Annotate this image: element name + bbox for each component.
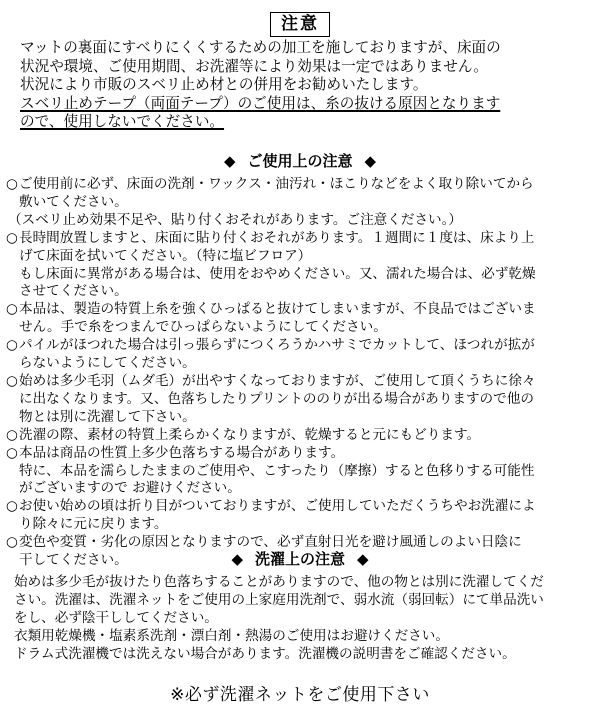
usage-notes-list [6,176,594,570]
note-text: 変色や変質・劣化の原因となりますので、必ず直射日光を避け風通しのよい日陰に 干してください。 [19,534,522,569]
wash-notes-block [14,574,594,664]
list-item [6,301,594,337]
final-note: ※必ず洗濯ネットをご使用下さい [170,685,430,705]
diamond-icon: ◆ [357,550,369,568]
note-text: 始めは多少毛羽（ムダ毛）が出やすくなっておりますが、ご使用して頂くうちに徐々 に出なくなります。又、色落ちしたりプリントののりが出る場合がありますので他の 物とは別に洗濯して下さい。 [19,372,536,425]
list-item [6,498,594,534]
intro-paragraph-2: 状況により市販のスベリ止め材との併用をお勧めいたします。 [20,76,428,93]
usage-section-title: ご使用上の注意 [247,152,353,170]
list-item [6,427,594,445]
circle-bullet-icon: ○ [6,337,18,354]
intro-block [20,39,592,132]
circle-bullet-icon: ○ [6,498,18,515]
wash-paragraph: ドラム式洗濯機では洗えない場合があります。洗濯機の説明書をご確認ください。 [14,645,516,662]
note-text: お使い始めの頃は折り目がついておりますが、ご使用していただくうちやお洗濯によ り除々に元に戻ります。 [19,498,536,533]
circle-bullet-icon: ○ [6,372,18,389]
diamond-icon: ◆ [231,550,243,568]
note-text: 本品は商品の性質上多少色落ちする場合があります。 特に、本品を濡らしたままのご使用や、こすったり（摩擦）すると色移りする可能性 がございますので お避けください。 [19,444,535,497]
sub-note: （スベリ止め効果不足や、貼り付くおそれがあります。ご注意ください。） [8,211,463,228]
diamond-icon: ◆ [223,152,236,170]
wash-section-heading [0,550,600,568]
note-text: 本品は、製造の特質上糸を強くひっぱると抜けてしまいますが、不良品ではございま せん。手で糸をつまんでひっぱらないようにしてください。 [19,301,536,336]
intro-paragraph-1: マットの裏面にすべりにくくするための加工を施しておりますが、床面の 状況や環境、ご使用期間、お洗濯等により効果は一定ではありません。 [20,39,501,75]
note-text: 洗濯の際、素材の特質上柔らかくなりますが、乾燥すると元にもどります。 [19,426,481,443]
title-container [0,12,600,37]
wash-section-title: 洗濯上の注意 [254,550,345,568]
list-item [6,445,594,499]
circle-bullet-icon: ○ [6,176,18,192]
note-text: 長時間放置しますと、床面に貼り付くおそれがあります。１週間に１度は、床より上 げて床面を拭いてください。（特に塩ビフロア） もし床面に異常がある場合は、使用をおやめください。又、濡れた場合は、必ず乾燥 させてください。 [19,229,536,300]
page-title: 注意 [270,12,330,37]
circle-bullet-icon: ○ [6,426,18,443]
circle-bullet-icon: ○ [6,534,18,551]
usage-section-heading [0,152,600,170]
wash-paragraph: 衣類用乾燥機・塩素系洗剤・漂白剤・熱湯のご使用はお避けください。 [14,627,449,644]
list-item [6,230,594,302]
note-text: ご使用前に必ず、床面の洗剤・ワックス・油汚れ・ほこりなどをよく取り除いてから 敷いてください。 [19,176,534,210]
list-item [6,373,594,427]
note-text: パイルがほつれた場合は引っ張らずにつくろうかハサミでカットして、ほつれが拡が らないようにしてください。 [19,337,535,372]
circle-bullet-icon: ○ [6,229,18,246]
diamond-icon: ◆ [364,152,377,170]
intro-paragraph-3-warning: スベリ止めテープ（両面テープ）のご使用は、糸の抜ける原因となります ので、使用しないでください。 [20,94,501,130]
list-item [6,337,594,373]
wash-paragraph: 始めは多少毛が抜けたり色落ちすることがありますので、他の物とは別に洗濯してくだ さい。洗濯は、洗濯ネットをご使用の上家庭用洗剤で、弱水流（弱回転）にて単品洗い をし、必ず陰干ししてください。 [14,574,544,626]
circle-bullet-icon: ○ [6,444,18,461]
list-item [6,176,594,212]
circle-bullet-icon: ○ [6,301,18,318]
